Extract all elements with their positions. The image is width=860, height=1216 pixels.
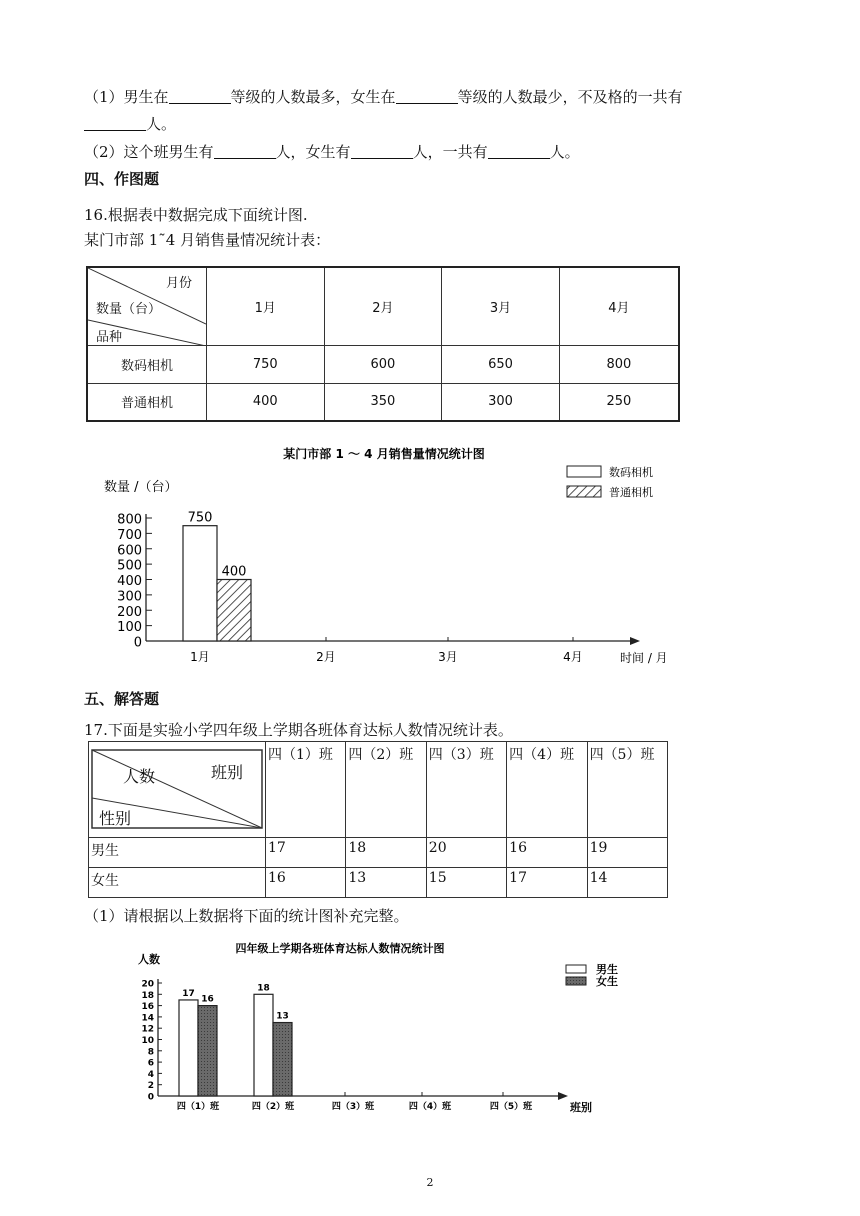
chart-bars [183,511,251,641]
q16-stem: 16.根据表中数据完成下面统计图. [84,206,308,224]
y-tick-label: 8 [147,1047,154,1058]
legend-swatch-ordinary [567,486,601,497]
bar-女生 [273,1023,292,1096]
x-tick-label: 1月 [190,650,210,664]
class-header: 四（5）班 [587,742,667,838]
bar-value-label: 400 [221,564,247,580]
class-header: 四（2）班 [346,742,426,838]
y-tick-label: 700 [117,527,142,543]
q17-sub1: （1）请根据以上数据将下面的统计图补充完整。 [84,907,409,925]
y-tick-label: 100 [117,620,142,636]
y-tick-label: 10 [141,1036,154,1046]
table-corner [87,267,207,345]
table-cell: 300 [442,383,560,421]
q16-subtitle: 某门市部 1˜4 月销售量情况统计表： [84,231,331,249]
y-tick-label: 2 [147,1081,154,1092]
table-cell: 15 [426,868,506,898]
x-axis-arrow [558,1092,568,1100]
y-tick-label: 6 [147,1058,154,1069]
y-axis-label: 人数 [138,953,160,966]
bar-value-label: 16 [201,994,214,1005]
table-cell: 17 [266,838,346,868]
chart-title: 四年级上学期各班体育达标人数情况统计图 [235,942,445,955]
table-cell: 16 [507,838,587,868]
bar-value-label: 18 [257,983,270,994]
y-tick-label: 20 [141,979,154,990]
y-axis-label: 数量 /（台） [104,480,178,495]
text: 人，一共有 [412,143,488,161]
section-title-5: 五、解答题 [84,690,160,708]
x-axis-label: 班别 [570,1101,592,1114]
chart-title: 某门市部 1 ～ 4 月销售量情况统计图 [283,447,485,461]
y-tick-label: 14 [141,1013,154,1024]
y-tick-label: 12 [141,1024,154,1035]
month-header: 4月 [559,267,679,345]
corner-class-label: 班别 [211,763,244,782]
x-tick-label: 四（2）班 [251,1102,295,1112]
row-label: 普通相机 [87,383,207,421]
class-header: 四（4）班 [507,742,587,838]
y-tick-label: 16 [141,1002,154,1013]
q15-part2 [84,141,580,162]
table-cell: 400 [207,383,325,421]
sales-table [86,266,680,422]
text: （2）这个班男生有 [84,143,214,161]
bar-value-label: 750 [187,510,213,526]
corner-count-label: 人数 [123,767,156,786]
y-tick-label: 200 [117,604,142,620]
table-cell: 750 [207,345,325,383]
table-cell: 17 [507,868,587,898]
x-axis-label: 时间 / 月 [620,651,668,665]
table-cell: 350 [324,383,442,421]
text: 等级的人数最少，不及格的一共有 [457,88,683,106]
text: 人。 [549,143,580,161]
fitness-table [88,741,668,898]
corner-quantity-label: 数量（台） [96,302,162,317]
q17-stem: 17.下面是实验小学四年级上学期各班体育达标人数情况统计表。 [84,721,513,739]
legend-label-boys: 男生 [596,963,618,976]
bar-普通相机 [217,580,251,642]
table-cell: 13 [346,868,426,898]
y-tick-label: 4 [147,1069,154,1080]
y-tick-label: 500 [117,558,142,574]
table-cell: 16 [266,868,346,898]
answer-blank[interactable] [396,102,458,104]
y-tick-label: 800 [117,512,142,528]
x-tick-label: 四（4）班 [408,1102,452,1112]
x-axis-arrow [630,637,640,645]
text: 人。 [146,115,177,133]
month-header: 1月 [207,267,325,345]
legend-swatch-digital [567,466,601,477]
y-tick-label: 18 [141,990,154,1001]
text: 人，女生有 [275,143,351,161]
corner-type-label: 品种 [96,330,123,345]
table-cell: 600 [324,345,442,383]
y-tick-label: 400 [117,574,142,589]
table-cell: 800 [559,345,679,383]
table-corner [89,742,266,838]
chart-bars [179,983,292,1096]
table-cell: 250 [559,383,679,421]
bar-男生 [179,1000,198,1096]
answer-blank[interactable] [214,157,276,159]
legend-label-digital: 数码相机 [609,466,653,479]
bar-数码相机 [183,526,217,641]
table-cell: 650 [442,345,560,383]
corner-month-label: 月份 [166,276,193,291]
y-tick-label: 600 [117,543,142,559]
month-header: 2月 [324,267,442,345]
y-tick-label: 300 [117,589,142,605]
section-title-4: 四、作图题 [84,170,160,188]
row-label: 数码相机 [87,345,207,383]
table-cell: 20 [426,838,506,868]
fitness-bar-chart [0,935,860,1125]
table-cell: 18 [346,838,426,868]
corner-gender-label: 性别 [99,809,132,828]
row-label: 男生 [89,838,266,868]
y-tick-label: 0 [147,1092,154,1103]
month-header: 3月 [442,267,560,345]
y-tick-label: 0 [133,635,142,651]
page-number: 2 [426,1176,434,1189]
class-header: 四（1）班 [266,742,346,838]
answer-blank[interactable] [84,129,146,131]
q15-part1 [84,86,683,107]
legend-label-ordinary: 普通相机 [609,486,653,499]
legend-swatch-girls [566,977,586,985]
table-cell: 14 [587,868,667,898]
bar-女生 [198,1006,217,1096]
bar-男生 [254,994,273,1096]
x-tick-label: 3月 [438,650,458,664]
text: （1）男生在 [84,88,169,106]
q15-part1-cont [84,113,176,134]
bar-value-label: 17 [182,988,195,999]
text: 等级的人数最多，女生在 [230,88,396,106]
answer-blank[interactable] [351,157,413,159]
x-tick-label: 四（5）班 [489,1102,533,1112]
legend-swatch-boys [566,965,586,973]
row-label: 女生 [89,868,266,898]
answer-blank[interactable] [169,102,231,104]
answer-blank[interactable] [488,157,550,159]
x-tick-label: 四（3）班 [331,1102,375,1112]
sales-bar-chart [0,436,860,676]
table-cell: 19 [587,838,667,868]
legend-label-girls: 女生 [596,975,618,988]
x-tick-label: 四（1）班 [176,1102,220,1112]
x-tick-label: 4月 [563,650,583,664]
bar-value-label: 13 [276,1011,289,1022]
x-tick-label: 2月 [316,650,336,664]
class-header: 四（3）班 [426,742,506,838]
